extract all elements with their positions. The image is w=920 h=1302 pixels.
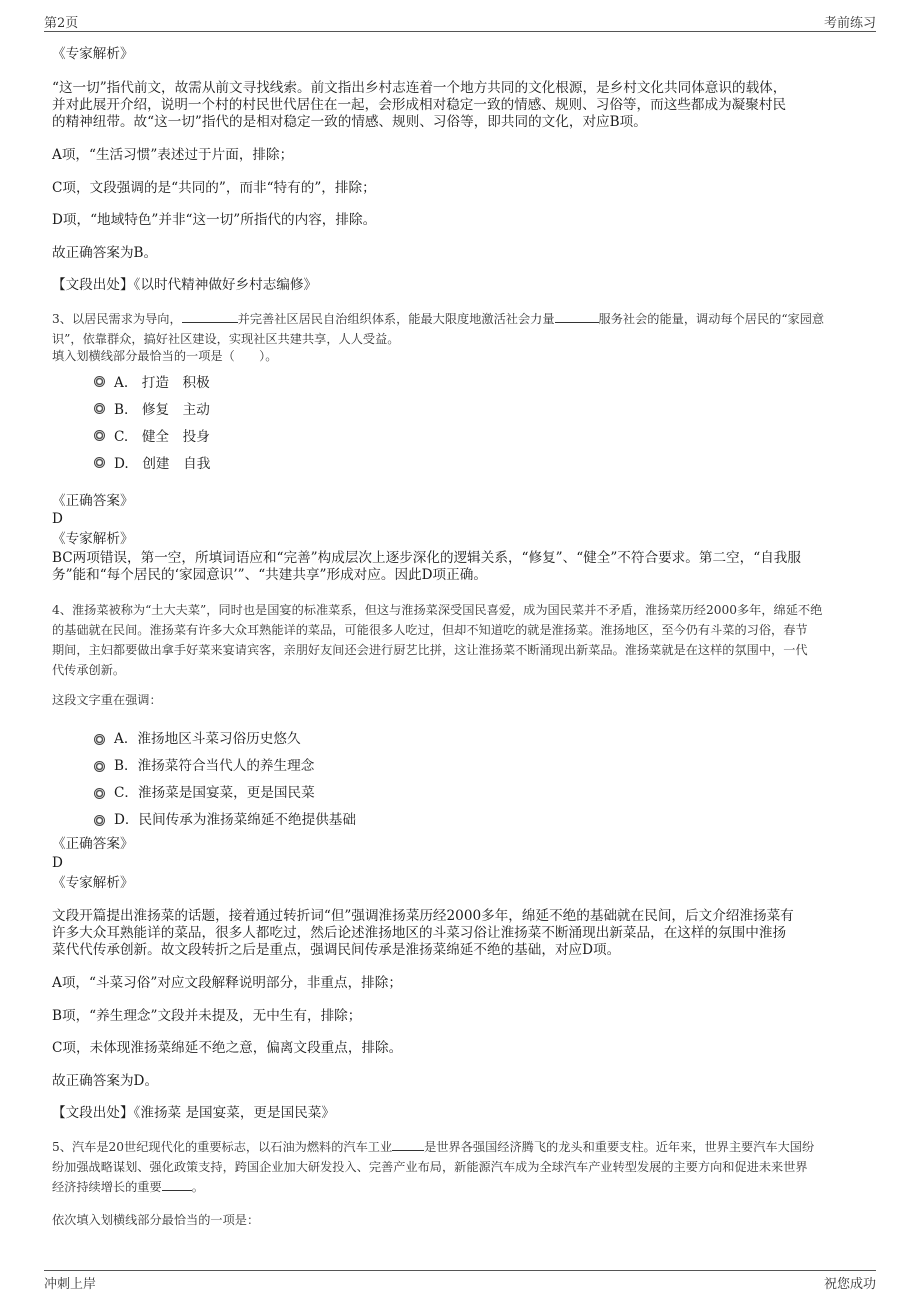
radio-option-b[interactable] [94, 403, 105, 414]
question-prompt: 依次填入划横线部分最恰当的一项是： [52, 1213, 260, 1227]
fill-blank [182, 322, 238, 323]
footer-right-text: 祝您成功 [823, 1277, 876, 1292]
radio-option-d[interactable] [94, 815, 105, 826]
stem-part: 是世界各强国经济腾飞的龙头和重要支柱。近年来，世界主要汽车大国纷 [424, 1140, 815, 1154]
page-number: 第2页 [44, 16, 79, 31]
radio-option-a[interactable] [94, 376, 105, 387]
stem-part: 并完善社区居民自治组织体系，能最大限度地激活社会力量 [237, 312, 555, 326]
question-stem [52, 309, 872, 349]
stem-line [52, 1137, 872, 1157]
expert-analysis-label: 《专家解析》 [52, 875, 134, 891]
option-c-note: C项，未体现淮扬菜绵延不绝之意，偏离文段重点，排除。 [52, 1040, 403, 1056]
radio-option-d[interactable] [94, 457, 105, 468]
fill-blank [162, 1190, 192, 1191]
stem-line: 纷加强战略谋划、强化政策支持，跨国企业加大研发投入、完善产业布局，新能源汽车成为全球汽车产业转型发展的主要方向和促进未来世界 [52, 1160, 808, 1174]
option-c-note: C项，文段强调的是“共同的”，而非“特有的”，排除； [52, 180, 376, 196]
analysis-line: “这一切”指代前文，故需从前文寻找线索。前文指出乡村志连着一个地方共同的文化根源，是乡村文化共同体意识的载体， [52, 80, 787, 96]
option-b-note: B项，“养生理念”文段并未提及，无中生有，排除； [52, 1008, 362, 1024]
option-c-label: C．淮扬菜是国宴菜，更是国民菜 [114, 785, 315, 801]
stem-part: 。 [191, 1180, 204, 1194]
stem-part: 服务社会的能量，调动每个居民的“家园意 [598, 312, 825, 326]
question-stem [52, 1137, 872, 1197]
stem-line [52, 1177, 872, 1197]
question-prompt: 填入划横线部分最恰当的一项是（ ）。 [52, 349, 278, 363]
analysis-paragraph [52, 80, 872, 131]
option-c-label: C. 健全 投身 [114, 429, 210, 445]
expert-analysis-label: 《专家解析》 [52, 531, 134, 547]
footer-divider [44, 1270, 876, 1271]
analysis-line: 的精神纽带。故“这一切”指代的是相对稳定一致的情感、规则、习俗等，即共同的文化，对应B项。 [52, 114, 647, 130]
option-d-label: D. 创建 自我 [114, 456, 211, 472]
analysis-line: 文段开篇提出淮扬菜的话题，接着通过转折词“但”强调淮扬菜历经2000多年，绵延不绝的基础就在民间，后文介绍淮扬菜有 [52, 908, 794, 924]
option-d-label: D．民间传承为淮扬菜绵延不绝提供基础 [114, 812, 356, 828]
stem-part: 5、汽车是20世纪现代化的重要标志，以石油为燃料的汽车工业 [52, 1140, 393, 1154]
stem-line: 识”，依靠群众，搞好社区建设，实现社区共建共享，人人受益。 [52, 332, 400, 346]
conclusion: 故正确答案为B。 [52, 245, 158, 261]
option-a-label: A．淮扬地区斗菜习俗历史悠久 [114, 731, 301, 747]
correct-answer-label: 《正确答案》 [52, 493, 134, 509]
option-d-note: D项，“地域特色”并非“这一切”所指代的内容，排除。 [52, 212, 377, 228]
stem-line: 的基础就在民间。淮扬菜有许多大众耳熟能详的菜品，可能很多人吃过，但却不知道吃的就是淮扬菜。淮扬地区，至今仍有斗菜的习俗，春节 [52, 623, 808, 637]
radio-option-c[interactable] [94, 430, 105, 441]
analysis-line: 菜代代传承创新。故文段转折之后是重点，强调民间传承是淮扬菜绵延不绝的基础，对应D项。 [52, 942, 621, 958]
stem-part: 经济持续增长的重要 [52, 1180, 162, 1194]
stem-line: 期间，主妇都要做出拿手好菜来宴请宾客，亲朋好友间还会进行厨艺比拼，这让淮扬菜不断涌现出新菜品。淮扬菜就是在这样的氛围中，一代 [52, 643, 808, 657]
analysis-line: 并对此展开介绍，说明一个村的村民世代居住在一起，会形成相对稳定一致的情感、规则、习俗等，而这些都成为凝聚村民 [52, 97, 787, 113]
fill-blank [392, 1150, 424, 1151]
correct-answer-value: D [52, 511, 63, 527]
option-a-note: A项，“生活习惯”表述过于片面，排除； [52, 147, 294, 163]
page-header-title: 考前练习 [823, 16, 876, 31]
radio-option-b[interactable] [94, 761, 105, 772]
correct-answer-value: D [52, 855, 63, 871]
option-a-note: A项，“斗菜习俗”对应文段解释说明部分，非重点，排除； [52, 975, 402, 991]
source-citation: 【文段出处】《以时代精神做好乡村志编修》 [52, 277, 318, 293]
correct-answer-label: 《正确答案》 [52, 836, 134, 852]
option-b-label: B．淮扬菜符合当代人的养生理念 [114, 758, 315, 774]
radio-option-c[interactable] [94, 788, 105, 799]
expert-analysis-label: 《专家解析》 [52, 46, 134, 62]
analysis-line: 许多大众耳熟能详的菜品，很多人都吃过，然后论述淮扬地区的斗菜习俗让淮扬菜不断涌现出新菜品，在这样的氛围中淮扬 [52, 925, 787, 941]
analysis-paragraph [52, 550, 872, 584]
option-b-label: B. 修复 主动 [114, 402, 210, 418]
question-prompt: 这段文字重在强调： [52, 693, 162, 707]
radio-option-a[interactable] [94, 734, 105, 745]
conclusion: 故正确答案为D。 [52, 1073, 159, 1089]
question-stem [52, 600, 872, 680]
source-citation: 【文段出处】《淮扬菜 是国宴菜，更是国民菜》 [52, 1105, 335, 1121]
stem-line [52, 309, 872, 329]
option-a-label: A. 打造 积极 [114, 375, 210, 391]
analysis-paragraph [52, 908, 872, 959]
header-divider [44, 31, 876, 32]
stem-part: 3、以居民需求为导向， [52, 312, 182, 326]
stem-line: 4、淮扬菜被称为“土大夫菜”，同时也是国宴的标准菜系，但这与淮扬菜深受国民喜爱，成为国民菜并不矛盾，淮扬菜历经2000多年，绵延不绝 [52, 603, 823, 617]
stem-line: 代传承创新。 [52, 663, 126, 677]
analysis-line: BC两项错误，第一空，所填词语应和“完善”构成层次上逐步深化的逻辑关系，“修复”、“健全”不符合要求。第二空，“自我服 [52, 550, 801, 566]
analysis-line: 务”能和“每个居民的‘家园意识’”、“共建共享”形成对应。因此D项正确。 [52, 567, 487, 583]
footer-left-text: 冲刺上岸 [44, 1277, 97, 1292]
fill-blank [555, 322, 599, 323]
